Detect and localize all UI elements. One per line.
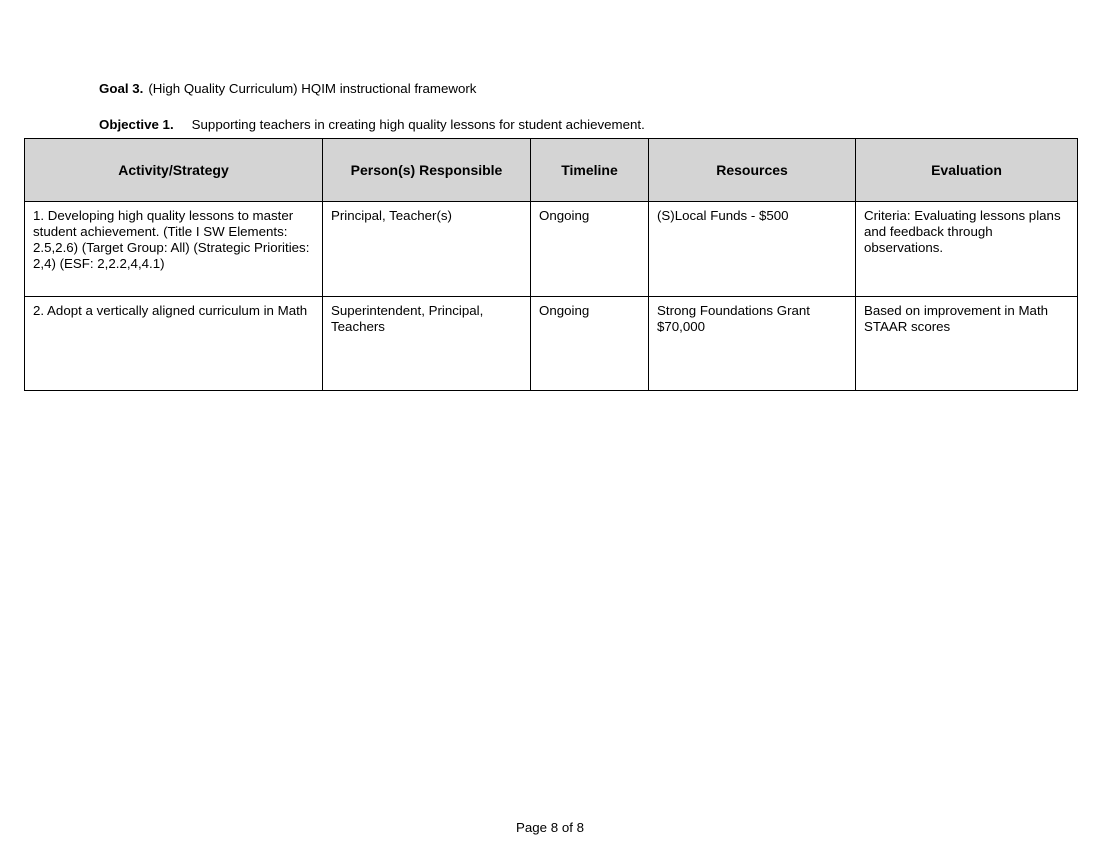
table-header-row	[25, 139, 1078, 202]
evaluation-text: Criteria: Evaluating lessons plans and feedback through observations.	[864, 208, 1061, 255]
cell-evaluation	[856, 297, 1078, 391]
cell-resources	[649, 202, 856, 297]
activity-text: 1. Developing high quality lessons to master student achievement. (Title I SW Elements: 2.5,2.6) (Target Group: All) (Strategic Priorities: 2,4) (ESF: 2,2.2,4,4.1)	[33, 208, 310, 271]
objective-label: Objective 1.	[99, 117, 174, 132]
cell-timeline	[531, 202, 649, 297]
cell-activity	[25, 297, 323, 391]
person-text: Superintendent, Principal, Teachers	[331, 303, 484, 334]
objective-text: Supporting teachers in creating high quality lessons for student achievement.	[191, 117, 645, 132]
cell-evaluation	[856, 202, 1078, 297]
header-resources: Resources	[649, 139, 856, 202]
header-activity-strategy: Activity/Strategy	[25, 139, 323, 202]
cell-activity	[25, 202, 323, 297]
header-evaluation: Evaluation	[856, 139, 1078, 202]
cell-timeline	[531, 297, 649, 391]
resources-text: Strong Foundations Grant $70,000	[657, 303, 811, 334]
person-text: Principal, Teacher(s)	[331, 208, 452, 223]
goal-text: (High Quality Curriculum) HQIM instructional framework	[148, 81, 477, 96]
timeline-text: Ongoing	[539, 303, 590, 318]
header-timeline: Timeline	[531, 139, 649, 202]
goal-label: Goal 3.	[99, 81, 144, 96]
cell-person	[323, 297, 531, 391]
header-persons-responsible: Person(s) Responsible	[323, 139, 531, 202]
page-number: Page 8 of 8	[515, 820, 585, 835]
cell-person	[323, 202, 531, 297]
table-row	[25, 202, 1078, 297]
evaluation-text: Based on improvement in Math STAAR scores	[864, 303, 1049, 334]
cell-resources	[649, 297, 856, 391]
goal-heading	[99, 81, 476, 97]
action-plan-table	[24, 138, 1078, 391]
table-row	[25, 297, 1078, 391]
activity-text: 2. Adopt a vertically aligned curriculum in Math	[33, 303, 308, 318]
timeline-text: Ongoing	[539, 208, 590, 223]
objective-heading	[99, 117, 645, 133]
resources-text: (S)Local Funds - $500	[657, 208, 789, 223]
